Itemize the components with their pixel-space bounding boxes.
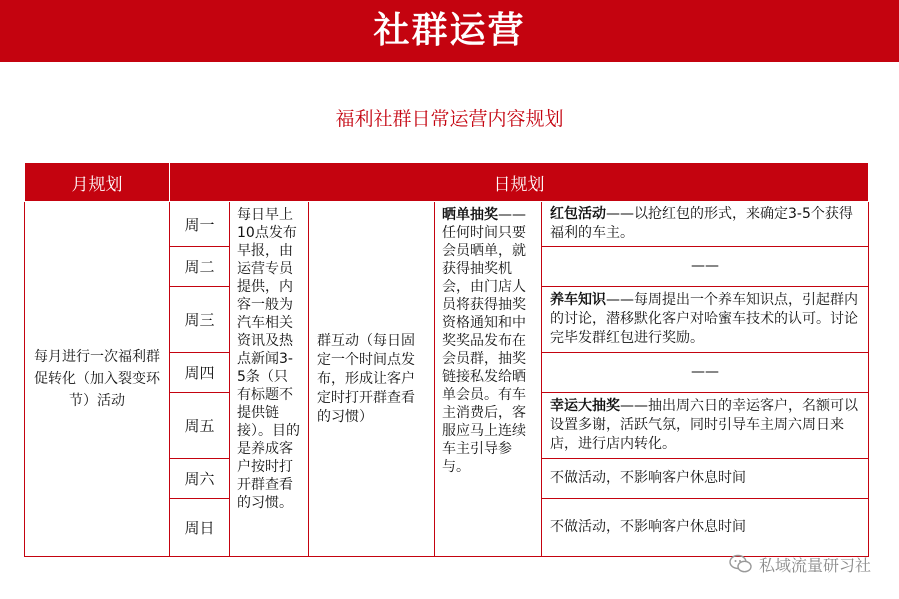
activity-friday-title: 幸运大抽奖: [550, 398, 620, 414]
day-tuesday: 周二: [170, 247, 230, 287]
activity-monday: [542, 202, 869, 247]
activity-friday-text: ——抽出周六日的幸运客户，名额可以设置多谢，活跃气氛，同时引导车主周六周日来店，进行店内转化。: [550, 398, 858, 452]
operation-plan-table: [24, 162, 869, 557]
day-monday: 周一: [170, 202, 230, 247]
day-sunday: 周日: [170, 499, 230, 557]
activity-tuesday: ——: [542, 247, 869, 287]
activity-friday: [542, 393, 869, 459]
day-friday: 周五: [170, 393, 230, 459]
activity-monday-title: 红包活动: [550, 206, 606, 222]
watermark-text: 私域流量研习社: [758, 555, 871, 575]
day-thursday: 周四: [170, 353, 230, 393]
activity-wednesday-title: 养车知识: [550, 292, 606, 308]
lottery-cell: [435, 202, 542, 557]
activity-saturday: 不做活动，不影响客户休息时间: [542, 459, 869, 499]
day-wednesday: 周三: [170, 287, 230, 353]
lottery-title: 晒单抽奖: [442, 207, 498, 223]
interaction-cell: 群互动（每日固定一个时间点发布，形成让客户定时打开群查看的习惯）: [309, 202, 435, 557]
activity-monday-text: ——以抢红包的形式，来确定3-5个获得福利的车主。: [550, 206, 853, 241]
day-saturday: 周六: [170, 459, 230, 499]
wechat-icon: [729, 552, 753, 576]
activity-wednesday-text: ——每周提出一个养车知识点，引起群内的讨论，潜移默化客户对哈蜜车技术的认可。讨论完毕发群红包进行奖励。: [550, 292, 858, 346]
month-plan-cell: 每月进行一次福利群促转化（加入裂变环节）活动: [25, 202, 170, 557]
banner-title: 社群运营: [0, 0, 899, 62]
lottery-text: ——任何时间只要会员晒单，就获得抽奖机会，由门店人员将获得抽奖资格通知和中奖奖品发布在会员群，抽奖链接私发给晒单会员。有车主消费后，客服应马上连续车主引导参与。: [442, 207, 526, 475]
watermark: [729, 552, 871, 576]
table-subtitle: 福利社群日常运营内容规划: [335, 108, 564, 130]
header-row: [25, 163, 869, 202]
activity-wednesday: [542, 287, 869, 353]
activity-thursday: ——: [542, 353, 869, 393]
header-month-plan: 月规划: [25, 163, 170, 202]
morning-news-cell: 每日早上10点发布早报，由运营专员提供，内容一般为汽车相关资讯及热点新闻3-5条（只有标题不提供链接）。目的是养成客户按时打开群查看的习惯。: [230, 202, 309, 557]
activity-sunday: 不做活动，不影响客户休息时间: [542, 499, 869, 557]
header-day-plan: 日规划: [170, 163, 869, 202]
table-row: [25, 202, 869, 247]
